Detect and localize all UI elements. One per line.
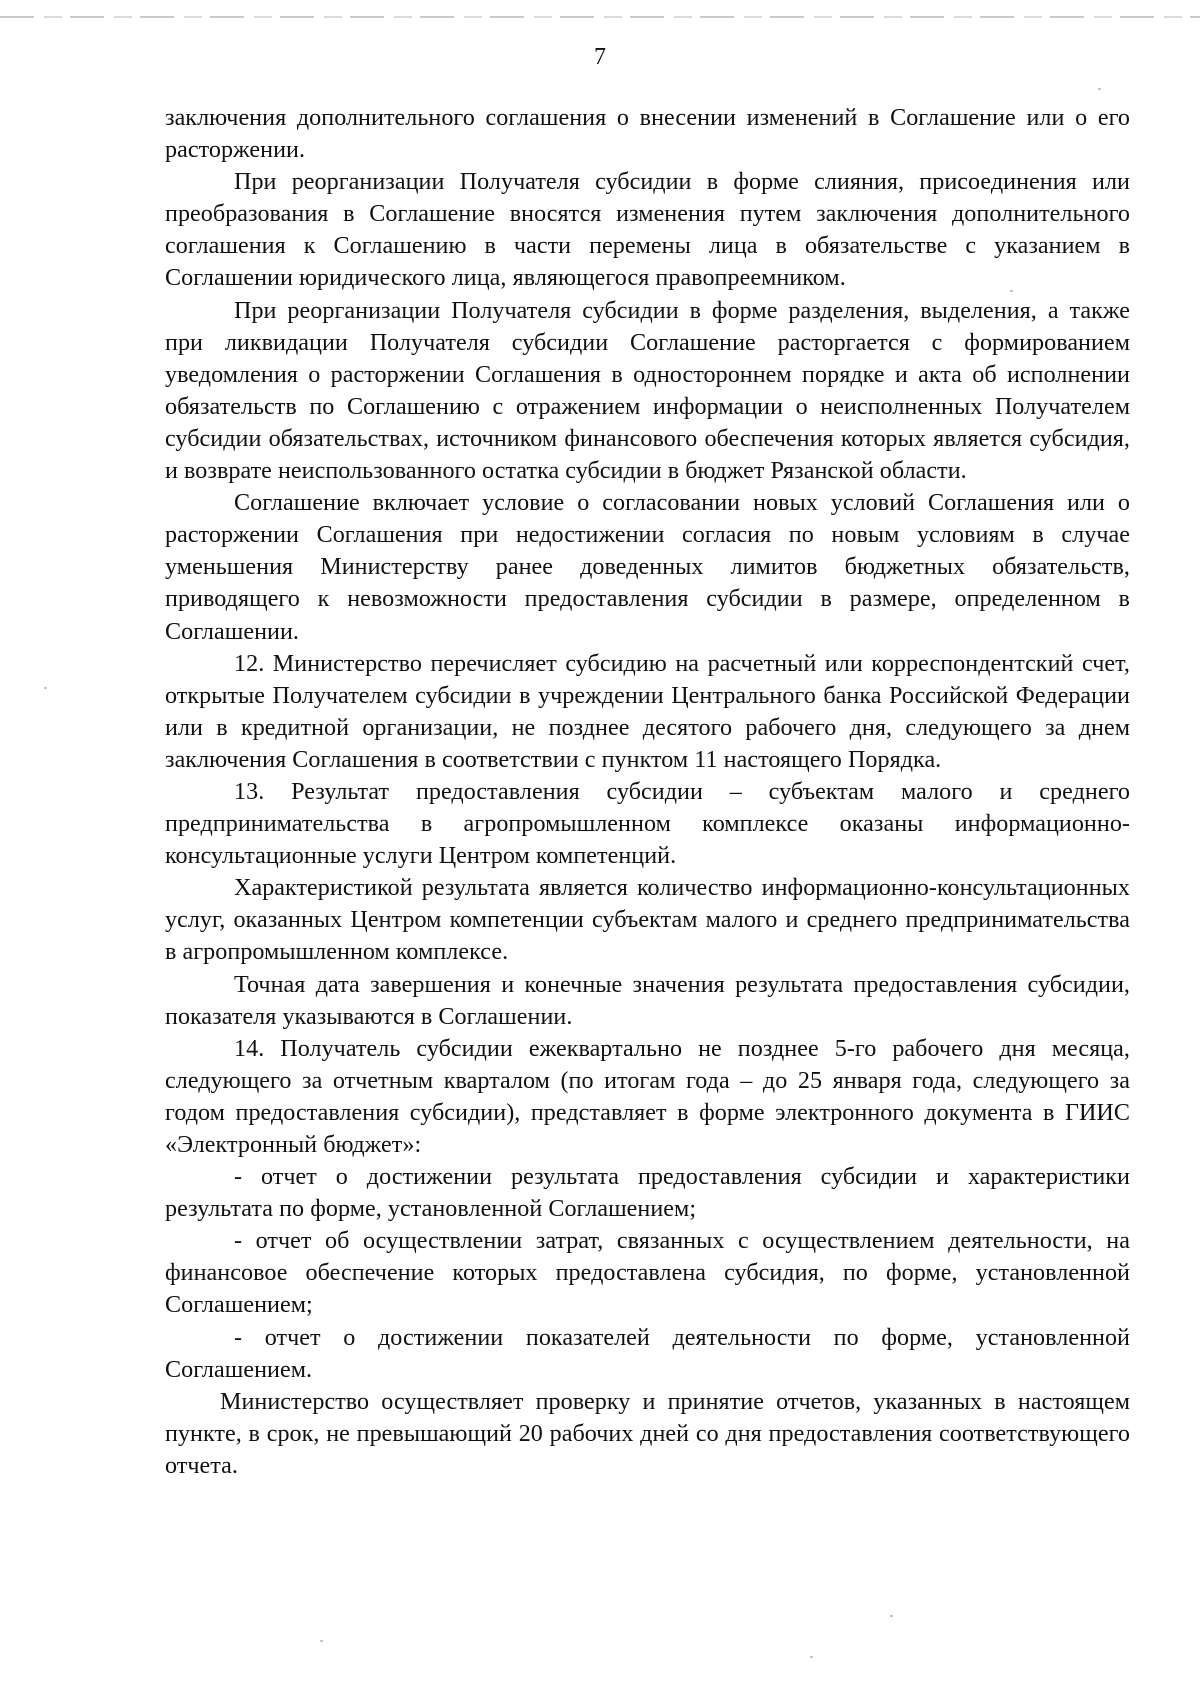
scan-speck bbox=[1098, 88, 1101, 90]
paragraph-completion-date: Точная дата завершения и конечные значения результата предоставления субсидии, показателя указываются в Соглашении. bbox=[165, 971, 1130, 1030]
scan-speck bbox=[320, 1640, 323, 1642]
list-item-result-report: - отчет о достижении результата предоставления субсидии и характеристики результата по форме, установленной Соглашением; bbox=[165, 1164, 1130, 1223]
page-number: 7 bbox=[594, 44, 606, 70]
scan-speck bbox=[810, 1656, 813, 1658]
list-item-performance-report: - отчет о достижении показателей деятельности по форме, установленной Соглашением. bbox=[165, 1324, 1130, 1383]
paragraph-14-reporting: 14. Получатель субсидии ежеквартально не позднее 5-го рабочего дня месяца, следующего за отчетным кварталом (по итогам года – до 25 января года, следующего за годом предоставления субсидии), представляет в форме электронного документа в ГИИС «Электронный бюджет»: bbox=[165, 1035, 1130, 1158]
scan-speck bbox=[44, 687, 47, 689]
list-item-expenses-report: - отчет об осуществлении затрат, связанных с осуществлением деятельности, на финансовое обеспечение которых предоставлена субсидия, по форме, установленной Соглашением; bbox=[165, 1228, 1130, 1319]
document-body bbox=[165, 102, 1130, 1482]
scan-speck bbox=[890, 1615, 893, 1617]
paragraph-12-transfer: 12. Министерство перечисляет субсидию на расчетный или корреспондентский счет, открытые Получателем субсидии в учреждении Центрального банка Российской Федерации или в кредитной организации, не позднее десятого рабочего дня, следующего за днем заключения Соглашения в соответствии с пунктом 11 настоящего Порядка. bbox=[165, 650, 1130, 773]
paragraph-13-result: 13. Результат предоставления субсидии – субъектам малого и среднего предпринимательства в агропромышленном комплексе оказаны информационно-консультационные услуги Центром компетенций. bbox=[165, 778, 1130, 870]
paragraph-result-characteristic: Характеристикой результата является количество информационно-консультационных услуг, оказанных Центром компетенции субъектам малого и среднего предпринимательства в агропромышленном комплексе. bbox=[165, 875, 1130, 966]
paragraph-agreement-change: заключения дополнительного соглашения о внесении изменений в Соглашение или о его расторжении. bbox=[165, 105, 1130, 164]
paragraph-reorganization-merger: При реорганизации Получателя субсидии в форме слияния, присоединения или преобразования в Соглашение вносятся изменения путем заключения дополнительного соглашения к Соглашению в части перемены лица в обязательстве с указанием в Соглашении юридического лица, являющегося правопреемником. bbox=[165, 169, 1130, 292]
scan-edge-artifact bbox=[0, 16, 1200, 18]
paragraph-new-conditions: Соглашение включает условие о согласовании новых условий Соглашения или о расторжении Соглашения при недостижении согласия по новым условиям в случае уменьшения Министерству ранее доведенных лимитов бюджетных обязательств, приводящего к невозможности предоставления субсидии в размере, определенном в Соглашении. bbox=[165, 490, 1130, 645]
scan-speck bbox=[1010, 290, 1013, 292]
paragraph-reorganization-division: При реорганизации Получателя субсидии в форме разделения, выделения, а также при ликвидации Получателя субсидии Соглашение расторгается с формированием уведомления о расторжении Соглашения в одностороннем порядке и акта об исполнении обязательств по Соглашению с отражением информации о неисполненных Получателем субсидии обязательствах, источником финансового обеспечения которых является субсидия, и возврате неиспользованного остатка субсидии в бюджет Рязанской области. bbox=[165, 297, 1130, 485]
paragraph-report-verification: Министерство осуществляет проверку и принятие отчетов, указанных в настоящем пункте, в срок, не превышающий 20 рабочих дней со дня предоставления соответствующего отчета. bbox=[165, 1388, 1130, 1479]
